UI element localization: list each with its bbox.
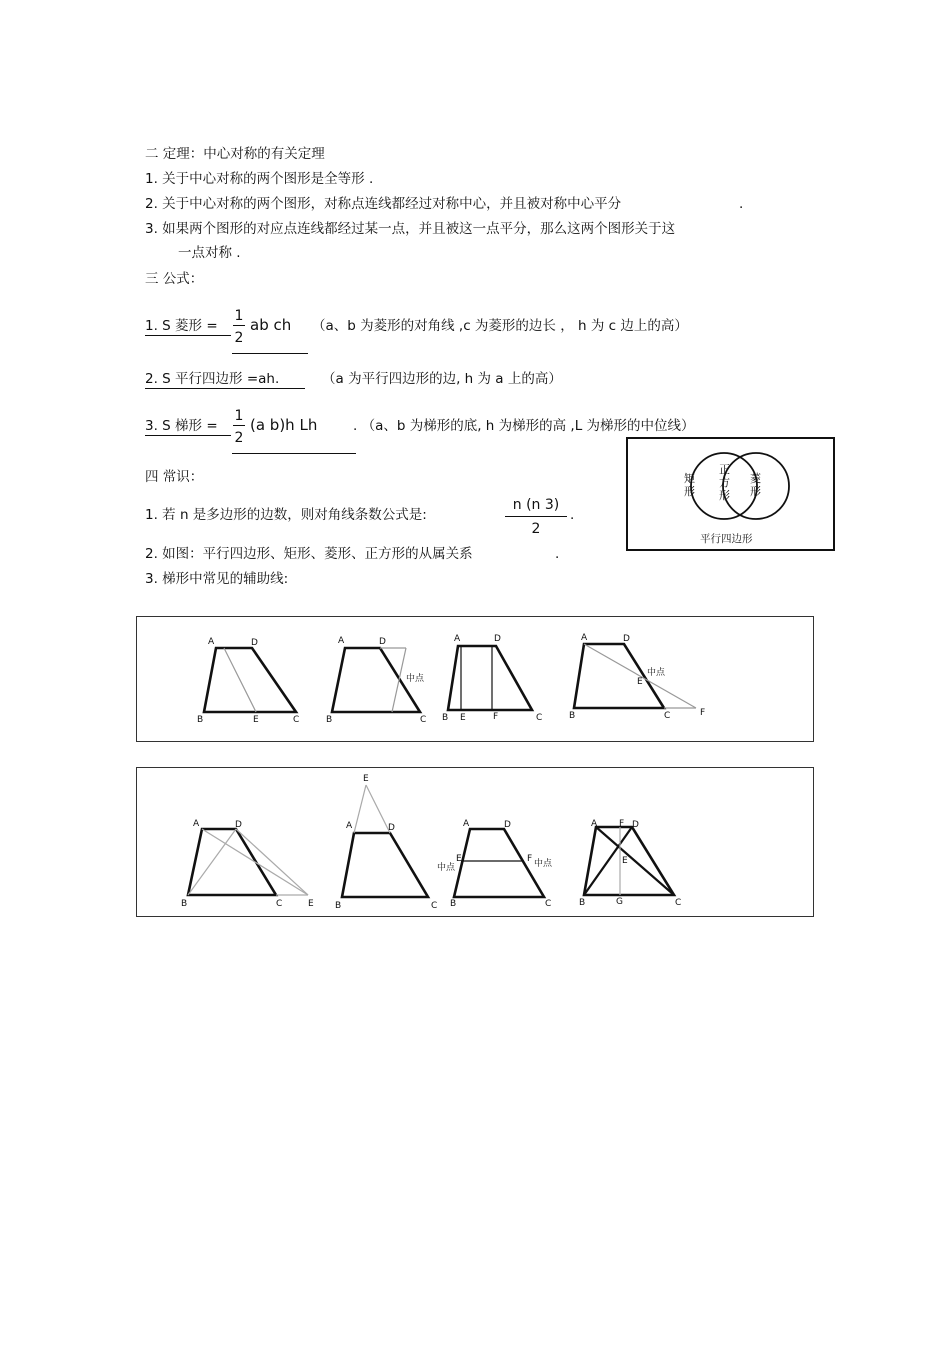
fig8-label-G: G: [616, 897, 623, 907]
formula1-fraction-bar: [233, 325, 245, 326]
section3-title: 三 公式：: [145, 271, 204, 287]
theorem-1: 1. 关于中心对称的两个图形是全等形 .: [145, 171, 374, 187]
fig3-label-C: C: [536, 713, 543, 723]
formula1-denominator: 2: [234, 330, 244, 346]
fig7-label-F: F: [527, 854, 533, 864]
fig6-leg-extension-left: [354, 785, 366, 833]
fig4-label-E: E: [637, 677, 643, 687]
fig3-label-B: B: [442, 713, 449, 723]
fig4-label-F: F: [700, 708, 706, 718]
fig5-label-B: B: [181, 899, 188, 909]
fig8-label-F: F: [619, 819, 625, 829]
fig3-label-A: A: [454, 634, 461, 644]
fig5-label-E: E: [308, 899, 314, 909]
formula1-underline: [145, 335, 231, 336]
fig4-label-C: C: [664, 711, 671, 721]
fig7-label-C: C: [545, 899, 552, 909]
fig4-label-midpoint: 中点: [647, 668, 666, 678]
fig2-label-midpoint: 中点: [406, 674, 425, 684]
fig4-label-D: D: [623, 634, 630, 644]
venn-parallelogram-label: 平行四边形: [700, 533, 753, 545]
knowledge-1-end: .: [570, 507, 575, 523]
fig2-label-C: C: [420, 715, 427, 725]
fig6-label-A: A: [346, 821, 353, 831]
venn-square-label: 正 方 形: [719, 463, 730, 502]
formula3-lhs: 3. S 梯形 =: [145, 418, 218, 434]
trapezoid-fig5: [188, 829, 276, 895]
formula2-lhs: 2. S 平行四边形 =ah.: [145, 371, 280, 387]
fig6-label-C: C: [431, 901, 438, 911]
fig1-aux-line: [224, 648, 256, 712]
fig7-label-midpoint-right: 中点: [534, 859, 553, 869]
fig6-label-B: B: [335, 901, 342, 911]
diagonal-formula-denominator: 2: [531, 521, 541, 537]
formula1-underline-2: [232, 353, 308, 354]
trapezoid-figures-row1: [136, 616, 814, 742]
knowledge-3: 3. 梯形中常见的辅助线:: [145, 571, 289, 587]
venn-rectangle-label: 矩 形: [684, 472, 695, 498]
diagonal-formula-numerator: n (n 3): [512, 497, 560, 513]
fig5-label-C: C: [276, 899, 283, 909]
trapezoid-fig6: [342, 833, 428, 897]
fig1-label-D: D: [251, 638, 258, 648]
theorem-3-cont: 一点对称 .: [178, 245, 241, 261]
fig7-label-midpoint-left: 中点: [437, 863, 456, 873]
fig6-label-E: E: [363, 774, 369, 784]
formula3-fraction-bar: [233, 425, 245, 426]
formula1-note: （a、b 为菱形的对角线 ,c 为菱形的边长 ， h 为 c 边上的高）: [312, 318, 688, 334]
fig1-label-B: B: [197, 715, 204, 725]
formula3-numerator: 1: [234, 408, 244, 424]
fig3-label-D: D: [494, 634, 501, 644]
fig2-aux-line: [392, 648, 406, 712]
fig5-diagonal-AC: [202, 829, 308, 895]
fig5-label-A: A: [193, 819, 200, 829]
formula1-numerator: 1: [234, 308, 244, 324]
theorem-3: 3. 如果两个图形的对应点连线都经过某一点，并且被这一点平分，那么这两个图形关于这: [145, 221, 676, 237]
formula3-note: . （a、b 为梯形的底, h 为梯形的高 ,L 为梯形的中位线）: [353, 418, 695, 434]
trapezoid-fig8: [584, 827, 674, 895]
formula1-lhs: 1. S 菱形 =: [145, 318, 218, 334]
fig7-label-A: A: [463, 819, 470, 829]
formula3-underline: [145, 435, 231, 436]
fig5-translated-diagonal: [236, 829, 308, 895]
fig8-label-D: D: [632, 820, 639, 830]
formula3-underline-2: [232, 453, 356, 454]
fig4-aux-line: [584, 644, 696, 708]
fig3-label-E: E: [460, 713, 466, 723]
fig2-label-A: A: [338, 636, 345, 646]
trapezoid-fig1: [204, 648, 296, 712]
formula3-expr: (a b)h Lh: [250, 416, 318, 434]
fig2-label-D: D: [379, 637, 386, 647]
fig3-label-F: F: [493, 712, 499, 722]
fig8-label-A: A: [591, 819, 598, 829]
fig4-label-B: B: [569, 711, 576, 721]
formula2-underline: [145, 388, 305, 389]
section4-title: 四 常识：: [145, 469, 204, 485]
fig7-label-B: B: [450, 899, 457, 909]
fig8-label-C: C: [675, 898, 682, 908]
fig4-label-A: A: [581, 633, 588, 643]
formula3-denominator: 2: [234, 430, 244, 446]
venn-rhombus-label: 菱 形: [750, 472, 761, 498]
diagonal-formula-bar: [505, 516, 567, 517]
theorem-2-end: .: [739, 196, 744, 212]
knowledge-2: 2. 如图：平行四边形、矩形、菱形、正方形的从属关系: [145, 546, 473, 562]
fig1-label-C: C: [293, 715, 300, 725]
fig1-label-E: E: [253, 715, 259, 725]
knowledge-1: 1. 若 n 是多边形的边数，则对角线条数公式是:: [145, 507, 427, 523]
fig5-label-D: D: [235, 820, 242, 830]
trapezoid-figures-row2: [136, 767, 814, 917]
section2-title: 二 定理：中心对称的有关定理: [145, 146, 325, 162]
theorem-2: 2. 关于中心对称的两个图形，对称点连线都经过对称中心，并且被对称中心平分: [145, 196, 622, 212]
fig7-label-E: E: [456, 854, 462, 864]
formula1-expr: ab ch: [250, 316, 292, 334]
fig2-label-B: B: [326, 715, 333, 725]
fig6-leg-extension-right: [366, 785, 390, 833]
fig6-label-D: D: [388, 823, 395, 833]
knowledge-2-end: .: [555, 546, 560, 562]
formula2-note: （a 为平行四边形的边, h 为 a 上的高）: [322, 371, 562, 387]
fig7-label-D: D: [504, 820, 511, 830]
fig1-label-A: A: [208, 637, 215, 647]
fig8-label-B: B: [579, 898, 586, 908]
fig8-label-E: E: [622, 856, 628, 866]
